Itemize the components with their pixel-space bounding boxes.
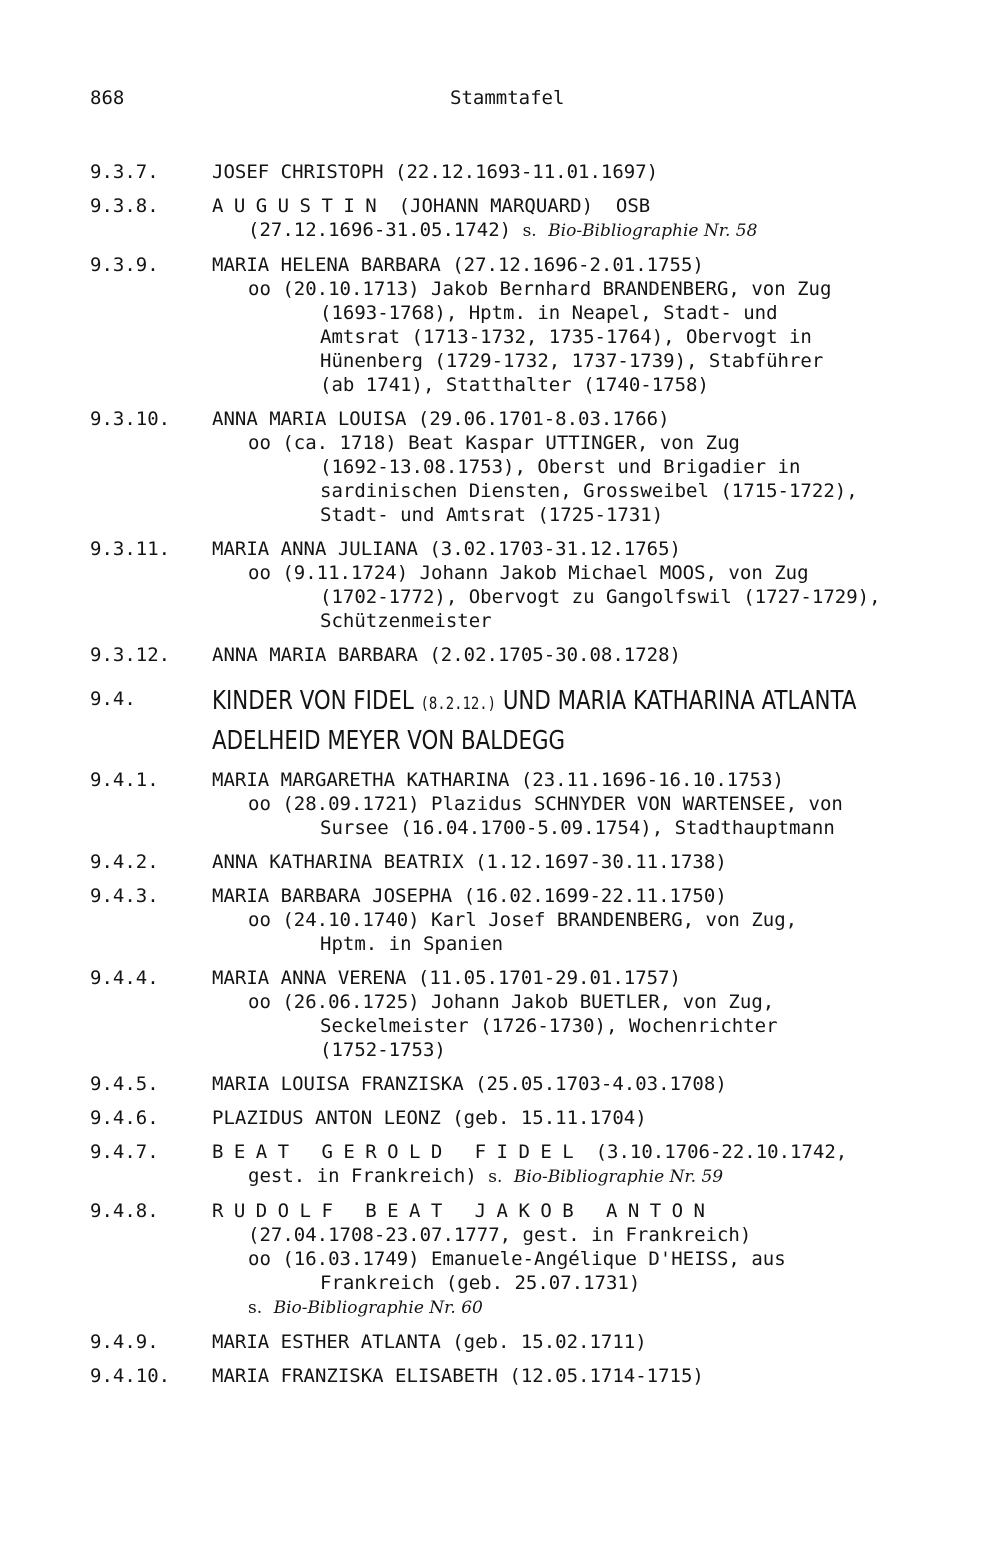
line-text: Amtsrat (1713-1732, 1735-1764), Obervogt in (320, 326, 812, 348)
line-text: Sursee (16.04.1700-5.09.1754), Stadthauptmann (320, 817, 835, 839)
entry-line (212, 277, 970, 301)
entry-line (212, 1014, 970, 1038)
entry-line (212, 932, 970, 956)
genealogy-entry (90, 966, 970, 1062)
page-number: 868 (90, 87, 125, 109)
genealogy-entry (90, 850, 970, 874)
entry-line (212, 325, 970, 349)
entry-line (212, 792, 970, 816)
line-text: MARIA FRANZISKA ELISABETH (12.05.1714-1715) (212, 1365, 704, 1387)
section-heading (212, 683, 934, 760)
entry-number: 9.3.9. (90, 254, 159, 276)
entry-line (212, 455, 970, 479)
entry-line (212, 561, 970, 585)
heading-line-2: ADELHEID MEYER VON BALDEGG (212, 726, 566, 756)
entry-line (212, 768, 970, 792)
entry-line (212, 1330, 970, 1354)
line-text: Hünenberg (1729-1732, 1737-1739), Stabführer (320, 350, 824, 372)
heading-reference: (8.2.12.) (420, 694, 497, 714)
entries-9-3 (90, 160, 970, 667)
entry-number: 9.4.8. (90, 1200, 159, 1222)
section-9-4 (90, 683, 970, 760)
genealogy-entry (90, 1106, 970, 1130)
genealogy-entry (90, 194, 970, 243)
entry-line (212, 1364, 970, 1388)
genealogy-entry (90, 1140, 970, 1189)
entry-line (212, 253, 970, 277)
highlighted-name: AUGUSTIN (212, 195, 388, 217)
entry-line (212, 1247, 970, 1271)
line-text: gest. in Frankreich) (248, 1165, 477, 1187)
line-text: Hptm. in Spanien (320, 933, 504, 955)
entry-number: 9.3.11. (90, 538, 171, 560)
line-text: MARIA ANNA VERENA (11.05.1701-29.01.1757) (212, 967, 681, 989)
entry-number: 9.4.6. (90, 1107, 159, 1129)
line-text: ANNA MARIA LOUISA (29.06.1701-8.03.1766) (212, 408, 670, 430)
line-text: oo (28.09.1721) Plazidus SCHNYDER VON WARTENSEE, von (248, 793, 843, 815)
entry-line (212, 585, 970, 609)
entry-number: 9.4.4. (90, 967, 159, 989)
entry-number: 9.4.3. (90, 885, 159, 907)
genealogy-entry (90, 407, 970, 527)
genealogy-entry (90, 884, 970, 956)
genealogy-entry (90, 253, 970, 397)
bio-bibliography-reference: Bio-Bibliographie Nr. 60 (273, 1298, 483, 1318)
page-header (90, 86, 910, 112)
line-text: (ab 1741), Statthalter (1740-1758) (320, 374, 709, 396)
entry-number: 9.4.2. (90, 851, 159, 873)
entry-line (212, 850, 970, 874)
entry-number: 9.4.10. (90, 1365, 171, 1387)
line-text: oo (16.03.1749) Emanuele-Angélique D'HEISS, aus (248, 1248, 786, 1270)
line-text: MARIA ESTHER ATLANTA (geb. 15.02.1711) (212, 1331, 647, 1353)
genealogy-entry (90, 768, 970, 840)
entry-line (212, 407, 970, 431)
entry-number: 9.4.1. (90, 769, 159, 791)
entry-line (212, 1199, 970, 1223)
line-text: Schützenmeister (320, 610, 492, 632)
line-text: (3.10.1706-22.10.1742, (595, 1141, 848, 1163)
entry-line (212, 349, 970, 373)
entry-number: 9.3.10. (90, 408, 171, 430)
line-text: MARIA LOUISA FRANZISKA (25.05.1703-4.03.1708) (212, 1073, 727, 1095)
entry-line (212, 1271, 970, 1295)
genealogy-entry (90, 1072, 970, 1096)
reference-prefix: s. (488, 1167, 503, 1187)
line-text: MARIA BARBARA JOSEPHA (16.02.1699-22.11.1750) (212, 885, 727, 907)
genealogy-entry (90, 1199, 970, 1320)
line-text: MARIA HELENA BARBARA (27.12.1696-2.01.1755) (212, 254, 704, 276)
bio-bibliography-reference: Bio-Bibliographie Nr. 59 (513, 1167, 724, 1187)
highlighted-name: BEAT GEROLD FIDEL (212, 1141, 585, 1163)
line-text: (27.04.1708-23.07.1777, gest. in Frankreich) (248, 1224, 752, 1246)
entry-line (212, 1038, 970, 1062)
reference-prefix: s. (248, 1298, 263, 1318)
line-text: (27.12.1696-31.05.1742) (248, 219, 512, 241)
entry-line (212, 479, 970, 503)
line-text: ANNA KATHARINA BEATRIX (1.12.1697-30.11.1738) (212, 851, 727, 873)
line-text: MARIA ANNA JULIANA (3.02.1703-31.12.1765) (212, 538, 681, 560)
entry-line (212, 537, 970, 561)
line-text: oo (26.06.1725) Johann Jakob BUETLER, von Zug, (248, 991, 775, 1013)
line-text: Seckelmeister (1726-1730), Wochenrichter (320, 1015, 778, 1037)
heading-text-part2: UND MARIA KATHARINA ATLANTA (496, 686, 857, 716)
entry-line (212, 1295, 970, 1320)
entry-number: 9.4.9. (90, 1331, 159, 1353)
entry-line (212, 194, 970, 218)
entry-line (212, 966, 970, 990)
line-text: Frankreich (geb. 25.07.1731) (320, 1272, 641, 1294)
line-text: JOSEF CHRISTOPH (22.12.1693-11.01.1697) (212, 161, 659, 183)
genealogy-entry (90, 643, 970, 667)
entry-line (212, 1106, 970, 1130)
line-text: MARIA MARGARETHA KATHARINA (23.11.1696-16.10.1753) (212, 769, 784, 791)
genealogy-entry (90, 1364, 970, 1388)
line-text: oo (9.11.1724) Johann Jakob Michael MOOS, von Zug (248, 562, 809, 584)
line-text: sardinischen Diensten, Grossweibel (1715-1722), (320, 480, 858, 502)
entry-line (212, 373, 970, 397)
genealogy-table (90, 160, 970, 1398)
entry-line (212, 609, 970, 633)
entry-line (212, 1072, 970, 1096)
entry-number: 9.3.12. (90, 644, 171, 666)
line-text: oo (20.10.1713) Jakob Bernhard BRANDENBERG, von Zug (248, 278, 832, 300)
entry-line (212, 218, 970, 243)
reference-prefix: s. (522, 221, 537, 241)
line-text: oo (ca. 1718) Beat Kaspar UTTINGER, von Zug (248, 432, 740, 454)
entry-number: 9.3.7. (90, 161, 159, 183)
entry-line (212, 301, 970, 325)
entry-line (212, 1164, 970, 1189)
entry-number: 9.4.5. (90, 1073, 159, 1095)
entry-line (212, 503, 970, 527)
entry-line (212, 160, 970, 184)
running-title: Stammtafel (450, 87, 565, 109)
entry-line (212, 884, 970, 908)
entry-line (212, 431, 970, 455)
entry-line (212, 1140, 970, 1164)
bio-bibliography-reference: Bio-Bibliographie Nr. 58 (548, 221, 758, 241)
entry-line (212, 816, 970, 840)
heading-text-part1: KINDER VON FIDEL (212, 686, 421, 716)
line-text: (1702-1772), Obervogt zu Gangolfswil (1727-1729), (320, 586, 881, 608)
line-text: ANNA MARIA BARBARA (2.02.1705-30.08.1728) (212, 644, 681, 666)
line-text: oo (24.10.1740) Karl Josef BRANDENBERG, von Zug, (248, 909, 798, 931)
entry-number: 9.4.7. (90, 1141, 159, 1163)
line-text: Stadt- und Amtsrat (1725-1731) (320, 504, 664, 526)
line-text: PLAZIDUS ANTON LEONZ (geb. 15.11.1704) (212, 1107, 647, 1129)
entry-line (212, 908, 970, 932)
genealogy-entry (90, 1330, 970, 1354)
section-number: 9.4. (90, 688, 136, 710)
line-text: (1692-13.08.1753), Oberst und Brigadier in (320, 456, 801, 478)
genealogy-entry (90, 537, 970, 633)
entry-line (212, 1223, 970, 1247)
genealogy-entry (90, 160, 970, 184)
entry-line (212, 643, 970, 667)
line-text: (JOHANN MARQUARD) OSB (398, 195, 651, 217)
entry-number: 9.3.8. (90, 195, 159, 217)
line-text: (1752-1753) (320, 1039, 446, 1061)
entries-9-4 (90, 768, 970, 1388)
entry-line (212, 990, 970, 1014)
highlighted-name: RUDOLF BEAT JAKOB ANTON (212, 1200, 716, 1222)
line-text: (1693-1768), Hptm. in Neapel, Stadt- und (320, 302, 778, 324)
